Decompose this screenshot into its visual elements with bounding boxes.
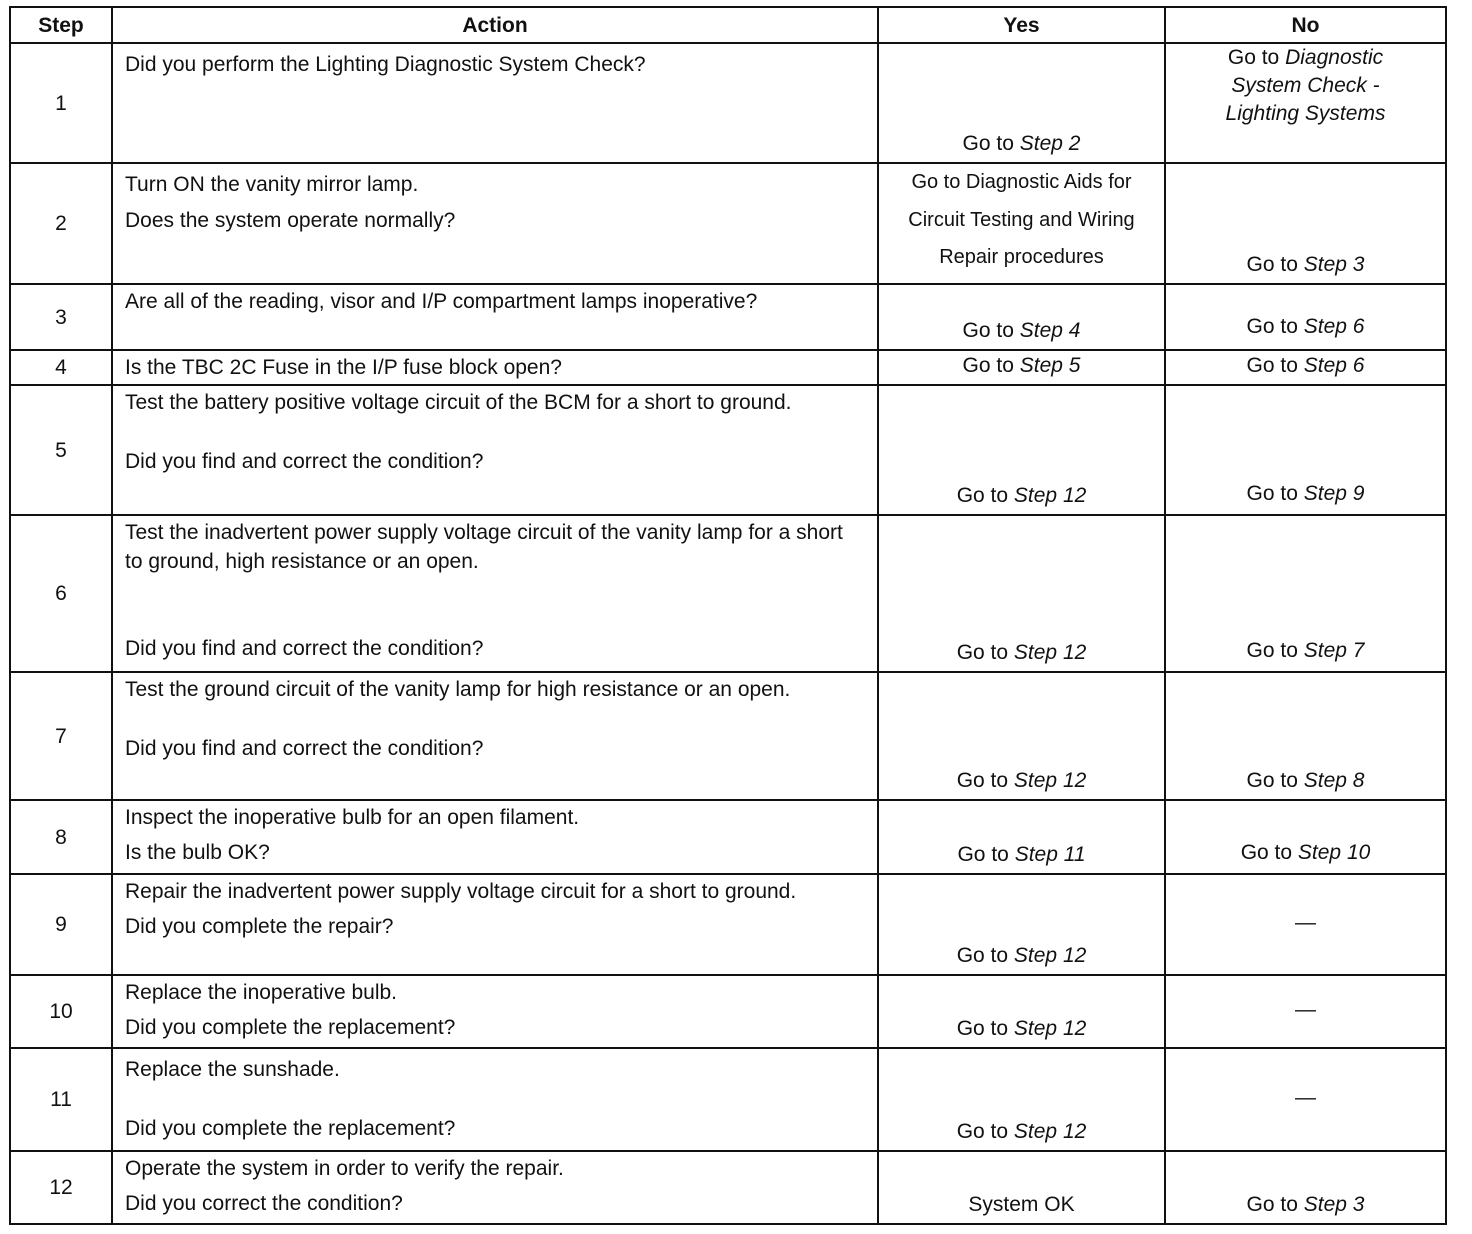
action-text: Repair the inadvertent power supply voltage circuit for a short to ground.: [125, 880, 797, 903]
yes-cell: [878, 163, 1165, 284]
action-text: Inspect the inoperative bulb for an open filament.: [125, 806, 580, 829]
step-number: 3: [10, 284, 112, 350]
action-cell: [112, 874, 878, 975]
step-number: 7: [10, 672, 112, 800]
action-text: Test the battery positive voltage circuit of the BCM for a short to ground.: [125, 391, 792, 414]
no-link[interactable]: Go to Diagnostic System Check - Lighting Systems: [1225, 46, 1386, 125]
yes-cell: [878, 43, 1165, 163]
no-link[interactable]: Go to Step 8: [1246, 769, 1365, 792]
action-cell: [112, 800, 878, 874]
no-cell: [1165, 385, 1446, 515]
action-cell: [112, 43, 878, 163]
action-text: Did you complete the replacement?: [125, 1016, 456, 1039]
action-text: Are all of the reading, visor and I/P compartment lamps inoperative?: [125, 290, 758, 313]
no-link[interactable]: Go to Step 7: [1246, 639, 1365, 662]
yes-link[interactable]: Go to Step 12: [956, 769, 1087, 792]
action-cell: [112, 975, 878, 1048]
no-link[interactable]: Go to Step 10: [1240, 841, 1371, 864]
action-cell: [112, 163, 878, 284]
table-row: [10, 1048, 1446, 1151]
no-cell: [1165, 672, 1446, 800]
step-number: 10: [10, 975, 112, 1048]
spacer: [125, 576, 865, 634]
action-text: Did you complete the repair?: [125, 915, 394, 938]
action-text: Did you find and correct the condition?: [125, 737, 484, 760]
table-row: [10, 284, 1446, 350]
header-step: Step: [10, 7, 112, 43]
table-row: [10, 672, 1446, 800]
yes-text[interactable]: System OK: [968, 1193, 1075, 1216]
yes-cell: [878, 350, 1165, 385]
header-yes: Yes: [878, 7, 1165, 43]
step-number: 2: [10, 163, 112, 284]
action-text: Did you find and correct the condition?: [125, 450, 484, 473]
header-action: Action: [112, 7, 878, 43]
step-number: 12: [10, 1151, 112, 1224]
action-text: Replace the sunshade.: [125, 1058, 340, 1081]
yes-link[interactable]: Go to Diagnostic Aids for Circuit Testing and Wiring Repair procedures: [908, 171, 1135, 268]
no-cell: [1165, 975, 1446, 1048]
spacer: [125, 417, 865, 447]
action-text: Did you perform the Lighting Diagnostic System Check?: [125, 53, 646, 76]
action-text: Did you correct the condition?: [125, 1192, 403, 1215]
no-dash: —: [1295, 1085, 1316, 1109]
yes-cell: [878, 975, 1165, 1048]
no-link[interactable]: Go to Step 6: [1246, 315, 1365, 338]
action-text: Operate the system in order to verify the repair.: [125, 1157, 564, 1180]
table-row: [10, 350, 1446, 385]
action-cell: [112, 1151, 878, 1224]
action-cell: [112, 1048, 878, 1151]
table-row: [10, 163, 1446, 284]
yes-cell: [878, 672, 1165, 800]
step-number: 5: [10, 385, 112, 515]
step-number: 11: [10, 1048, 112, 1151]
table-row: [10, 515, 1446, 672]
spacer: [125, 704, 865, 734]
no-cell: [1165, 1151, 1446, 1224]
yes-cell: [878, 385, 1165, 515]
table-row: [10, 975, 1446, 1048]
no-link[interactable]: Go to Step 3: [1246, 253, 1365, 276]
table-row: [10, 800, 1446, 874]
no-cell: [1165, 350, 1446, 385]
step-number: 6: [10, 515, 112, 672]
yes-link[interactable]: Go to Step 12: [956, 944, 1087, 967]
no-cell: [1165, 874, 1446, 975]
action-text: Did you complete the replacement?: [125, 1117, 456, 1140]
action-text: Did you find and correct the condition?: [125, 637, 484, 660]
no-link[interactable]: Go to Step 3: [1246, 1193, 1365, 1216]
action-text: Test the inadvertent power supply voltage circuit of the vanity lamp for a short to ground, high resistance or an open.: [125, 521, 843, 573]
yes-link[interactable]: Go to Step 12: [956, 1120, 1087, 1143]
yes-link[interactable]: Go to Step 2: [962, 132, 1081, 155]
yes-link[interactable]: Go to Step 4: [962, 319, 1081, 342]
yes-link[interactable]: Go to Step 12: [956, 1017, 1087, 1040]
spacer: [125, 1084, 865, 1114]
action-text: Replace the inoperative bulb.: [125, 981, 398, 1004]
action-cell: [112, 515, 878, 672]
table-row: [10, 874, 1446, 975]
action-cell: [112, 672, 878, 800]
no-link[interactable]: Go to Step 6: [1246, 354, 1365, 377]
no-dash: —: [1295, 997, 1316, 1021]
table-row: [10, 43, 1446, 163]
action-text: Is the bulb OK?: [125, 841, 270, 864]
yes-cell: [878, 874, 1165, 975]
action-cell: [112, 284, 878, 350]
no-cell: [1165, 800, 1446, 874]
action-text: Is the TBC 2C Fuse in the I/P fuse block open?: [125, 356, 562, 379]
yes-cell: [878, 1048, 1165, 1151]
action-text: Does the system operate normally?: [125, 209, 456, 232]
diagnostic-table: [9, 6, 1447, 1225]
no-dash: —: [1295, 910, 1316, 934]
yes-cell: [878, 800, 1165, 874]
yes-cell: [878, 284, 1165, 350]
step-number: 4: [10, 350, 112, 385]
no-cell: [1165, 284, 1446, 350]
yes-cell: [878, 515, 1165, 672]
table-row: [10, 385, 1446, 515]
yes-link[interactable]: Go to Step 12: [956, 641, 1087, 664]
yes-link[interactable]: Go to Step 11: [957, 843, 1086, 866]
yes-cell: [878, 1151, 1165, 1224]
yes-link[interactable]: Go to Step 5: [962, 354, 1081, 377]
header-no: No: [1165, 7, 1446, 43]
yes-link[interactable]: Go to Step 12: [956, 484, 1087, 507]
no-cell: [1165, 1048, 1446, 1151]
no-cell: [1165, 43, 1446, 163]
action-cell: [112, 385, 878, 515]
step-number: 1: [10, 43, 112, 163]
no-cell: [1165, 515, 1446, 672]
no-link[interactable]: Go to Step 9: [1246, 482, 1365, 505]
step-number: 8: [10, 800, 112, 874]
step-number: 9: [10, 874, 112, 975]
action-text: Test the ground circuit of the vanity lamp for high resistance or an open.: [125, 678, 791, 701]
no-cell: [1165, 163, 1446, 284]
table-row: [10, 1151, 1446, 1224]
action-cell: [112, 350, 878, 385]
action-text: Turn ON the vanity mirror lamp.: [125, 173, 419, 196]
header-row: [10, 7, 1446, 43]
